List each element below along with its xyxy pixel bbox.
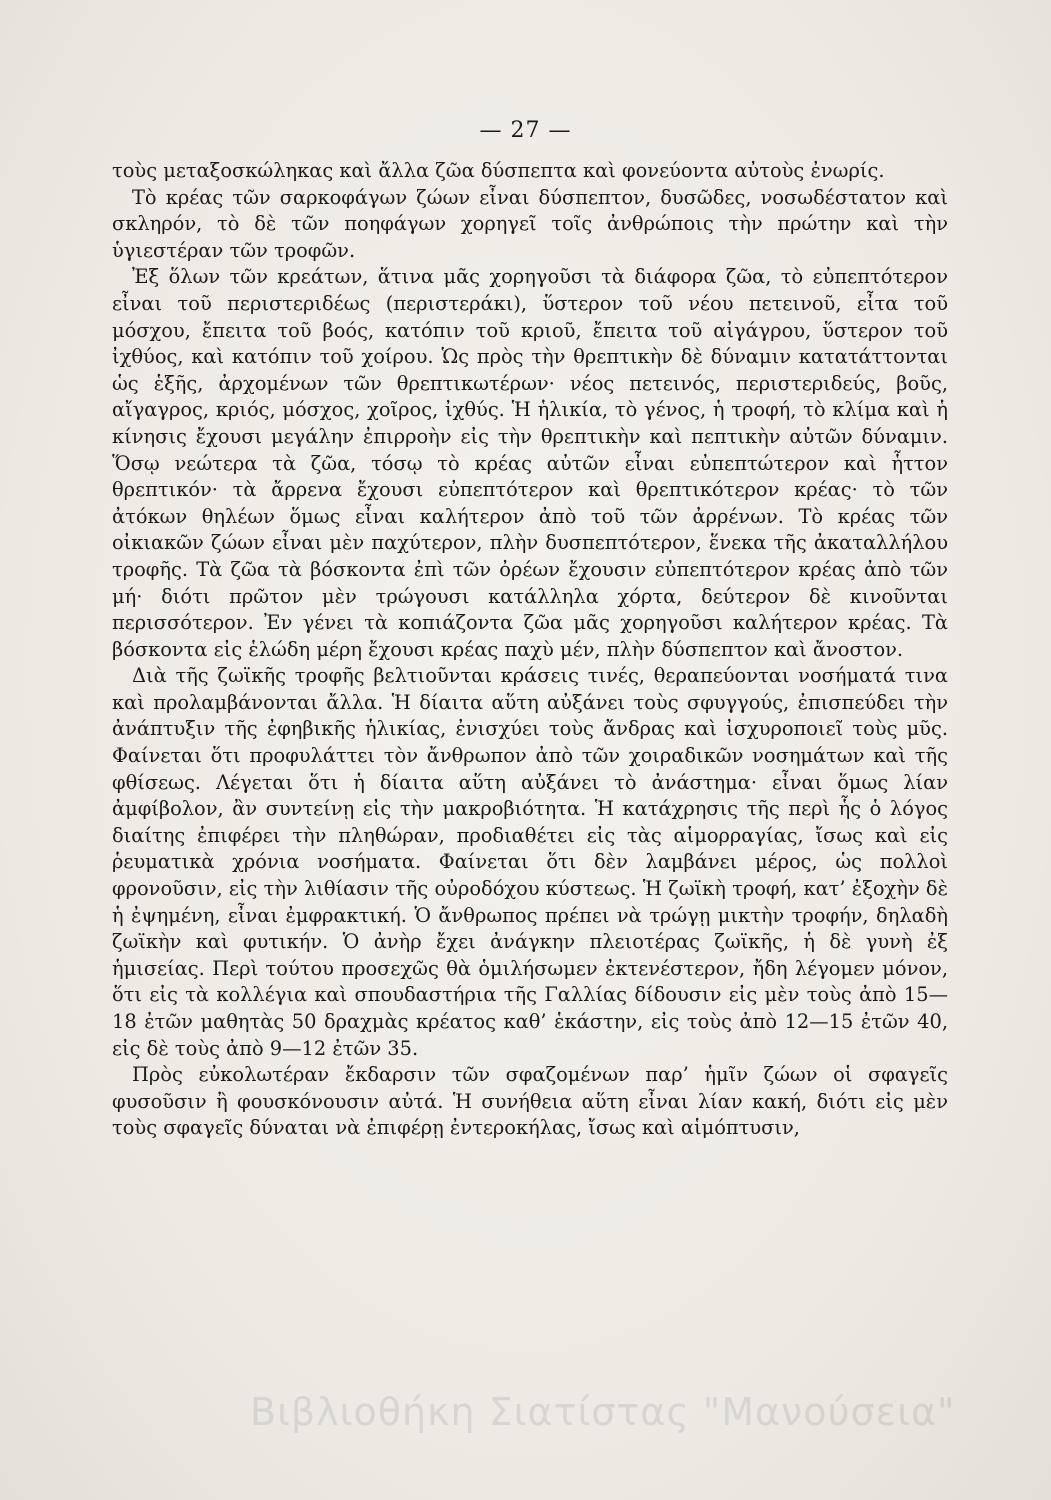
page-number: — 27 —: [479, 118, 572, 143]
paragraph-continuation: τοὺς μεταξοσκώληκας καὶ ἄλλα ζῶα δύσπεπτα καὶ φονεύοντα αὐτοὺς ἐνωρίς.: [112, 159, 885, 182]
paragraph: Ἐξ ὅλων τῶν κρεάτων, ἅτινα μᾶς χορηγοῦσι τὰ διάφορα ζῶα, τὸ εὐπεπτότερον εἶναι τοῦ περιστεριδέως (περιστεράκι), ὕστερον τοῦ νέου πετεινοῦ, εἶτα τοῦ μόσχου, ἔπειτα τοῦ βοός, κατόπιν τοῦ κριοῦ, ἔπειτα τοῦ αἰγάγρου, ὕστερον τοῦ ἰχθύος, καὶ κατόπιν τοῦ χοίρου. Ὡς πρὸς τὴν θρεπτικὴν δὲ δύναμιν κατατάττονται ὡς ἑξῆς, ἀρχομένων τῶν θρεπτικωτέρων· νέος πετεινός, περιστεριδεύς, βοῦς, αἴγαγρος, κριός, μόσχος, χοῖρος, ἰχθύς. Ἡ ἡλικία, τὸ γένος, ἡ τροφή, τὸ κλίμα καὶ ἡ κίνησις ἔχουσι μεγάλην ἐπιρροὴν εἰς τὴν θρεπτικὴν καὶ πεπτικὴν αὐτῶν δύναμιν. Ὅσῳ νεώτερα τὰ ζῶα, τόσῳ τὸ κρέας αὐτῶν εἶναι εὐπεπτώτερον καὶ ἧττον θρεπτικόν· τὰ ἄρρενα ἔχουσι εὐπεπτότερον καὶ θρεπτικότερον κρέας· τὸ τῶν ἀτόκων θηλέων ὅμως εἶναι καλήτερον ἀπὸ τοῦ τῶν ἀρρένων. Τὸ κρέας τῶν οἰκιακῶν ζώων εἶναι μὲν παχύτερον, πλὴν δυσπεπτότερον, ἕνεκα τῆς ἀκαταλλήλου τροφῆς. Τὰ ζῶα τὰ βόσκοντα ἐπὶ τῶν ὀρέων ἔχουσιν εὐπεπτότερον κρέας ἀπὸ τῶν μή· διότι πρῶτον μὲν τρώγουσι κατάλληλα χόρτα, δεύτερον δὲ κινοῦνται περισσότερον. Ἐν γένει τὰ κοπιάζοντα ζῶα μᾶς χορηγοῦσι καλήτερον κρέας. Τὰ βόσκοντα εἰς ἑλώδη μέρη ἔχουσι κρέας παχὺ μέν, πλὴν δύσπεπτον καὶ ἄνοστον.: [112, 265, 948, 661]
paragraph: Τὸ κρέας τῶν σαρκοφάγων ζώων εἶναι δύσπεπτον, δυσῶδες, νοσωδέστατον καὶ σκληρόν, τὸ δὲ τῶν ποηφάγων χορηγεῖ τοῖς ἀνθρώποις τὴν πρώτην καὶ τὴν ὑγιεστέραν τῶν τροφῶν.: [112, 185, 948, 262]
paragraph: Πρὸς εὐκολωτέραν ἔκδαρσιν τῶν σφαζομένων παρ’ ἡμῖν ζώων οἱ σφαγεῖς φυσοῦσιν ἢ φουσκόνουσιν αὐτά. Ἡ συνήθεια αὕτη εἶναι λίαν κακή, διότι εἰς μὲν τοὺς σφαγεῖς δύναται νὰ ἐπιφέρῃ ἐντεροκήλας, ἴσως καὶ αἱμόπτυσιν,: [112, 1063, 948, 1140]
paragraph: Διὰ τῆς ζωϊκῆς τροφῆς βελτιοῦνται κράσεις τινές, θεραπεύονται νοσήματά τινα καὶ προλαμβάνονται ἄλλα. Ἡ δίαιτα αὕτη αὐξάνει τοὺς σφυγγούς, ἐπισπεύδει τὴν ἀνάπτυξιν τῆς ἐφηβικῆς ἡλικίας, ἐνισχύει τοὺς ἄνδρας καὶ ἰσχυροποιεῖ τοὺς μῦς. Φαίνεται ὅτι προφυλάττει τὸν ἄνθρωπον ἀπὸ τῶν χοιραδικῶν νοσημάτων καὶ τῆς φθίσεως. Λέγεται ὅτι ἡ δίαιτα αὕτη αὐξάνει τὸ ἀνάστημα· εἶναι ὅμως λίαν ἀμφίβολον, ἂν συντείνῃ εἰς τὴν μακροβιότητα. Ἡ κατάχρησις τῆς περὶ ἧς ὁ λόγος διαίτης ἐπιφέρει τὴν πληθώραν, προδιαθέτει εἰς τὰς αἱμορραγίας, ἴσως καὶ εἰς ῥευματικὰ χρόνια νοσήματα. Φαίνεται ὅτι δὲν λαμβάνει μέρος, ὡς πολλοὶ φρονοῦσιν, εἰς τὴν λιθίασιν τῆς οὐροδόχου κύστεως. Ἡ ζωϊκὴ τροφή, κατ’ ἐξοχὴν δὲ ἡ ἐψημένη, εἶναι ἐμφρακτική. Ὁ ἄνθρωπος πρέπει νὰ τρώγῃ μικτὴν τροφήν, δηλαδὴ ζωϊκὴν καὶ φυτικήν. Ὁ ἀνὴρ ἔχει ἀνάγκην πλειοτέρας ζωϊκῆς, ἡ δὲ γυνὴ ἐξ ἡμισείας. Περὶ τούτου προσεχῶς θὰ ὁμιλήσωμεν ἐκτενέστερον, ἤδη λέγομεν μόνον, ὅτι εἰς τὰ κολλέγια καὶ σπουδαστήρια τῆς Γαλλίας δίδουσιν εἰς μὲν τοὺς ἀπὸ 15—18 ἐτῶν μαθητὰς 50 δραχμὰς κρέατος καθ’ ἑκάστην, εἰς τοὺς ἀπὸ 12—15 ἐτῶν 40, εἰς δὲ τοὺς ἀπὸ 9—12 ἐτῶν 35.: [112, 664, 948, 1060]
library-watermark: Βιβλιοθήκη Σιατίστας "Μανούσεια": [250, 1390, 956, 1434]
body-text: [112, 158, 948, 1142]
